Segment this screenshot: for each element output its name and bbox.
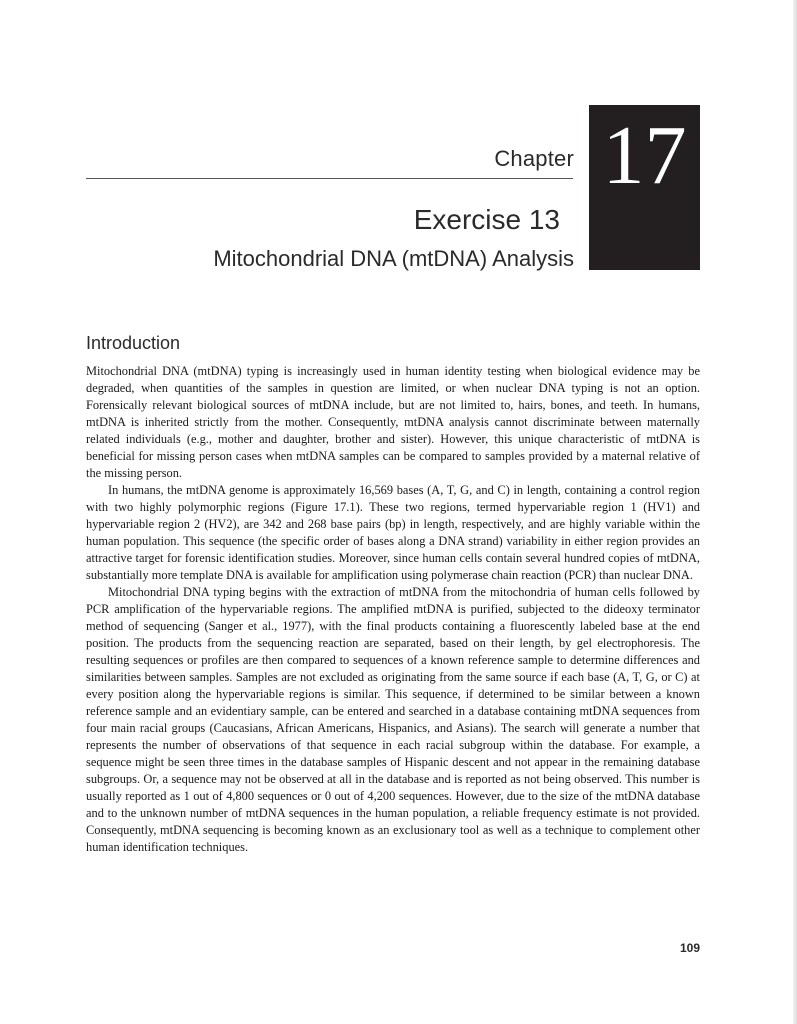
paragraph: Mitochondrial DNA (mtDNA) typing is increasingly used in human identity testing when biological evidence may be degraded, when quantities of the samples in question are limited, or when nuclear DNA typing is not an option. Forensically relevant biological sources of mtDNA include, but are not limited to, hairs, bones, and teeth. In humans, mtDNA is inherited strictly from the mother. Consequently, mtDNA analysis cannot discriminate between maternally related individuals (e.g., mother and daughter, brother and sister). However, this unique characteristic of mtDNA is beneficial for missing person cases when mtDNA samples can be compared to samples provided by a maternal relative of the missing person. [86,364,700,480]
chapter-rule [86,178,573,179]
chapter-number: 17 [602,109,687,202]
section-heading: Introduction [86,333,181,353]
paragraph: In humans, the mtDNA genome is approximately 16,569 bases (A, T, G, and C) in length, containing a control region with two highly polymorphic regions (Figure 17.1). These two regions, termed hypervariable region 1 (HV1) and hypervariable region 2 (HV2), are 342 and 268 base pairs (bp) in length, respectively, and are highly variable within the human population. This sequence (the specific order of bases along a DNA strand) variability in either region provides an attractive target for forensic identification studies. Moreover, since human cells contain several hundred copies of mtDNA, substantially more template DNA is available for amplification using polymerase chain reaction (PCR) than nuclear DNA. [86,483,700,582]
chapter-subtitle: Mitochondrial DNA (mtDNA) Analysis [213,246,574,271]
chapter-label: Chapter [494,146,574,171]
chapter-number-box [589,105,700,270]
page-number: 109 [679,941,700,955]
body-text [86,363,700,856]
exercise-title: Exercise 13 [413,204,560,235]
page-edge [793,0,797,1024]
paragraph: Mitochondrial DNA typing begins with the extraction of mtDNA from the mitochondria of human cells followed by PCR amplification of the hypervariable regions. The amplified mtDNA is purified, subjected to the dideoxy terminator method of sequencing (Sanger et al., 1977), with the final products containing a fluorescently labeled base at the end position. The products from the sequencing reaction are separated, based on their length, by gel electrophoresis. The resulting sequences or profiles are then compared to sequences of a known reference sample to determine differences and similarities between samples. Samples are not excluded as originating from the same source if each base (A, T, G, or C) at every position along the hypervariable regions is similar. This sequence, if determined to be similar between a known reference sample and an evidentiary sample, can be entered and searched in a database containing mtDNA sequences from four main racial groups (Caucasians, African Americans, Hispanics, and Asians). The search will generate a number that represents the number of observations of that sequence in each racial subgroup within the database. For example, a sequence might be seen three times in the database samples of Hispanic descent and not appear in the remaining database subgroups. Or, a sequence may not be observed at all in the database and is reported as not being observed. This number is usually reported as 1 out of 4,800 sequences or 0 out of 4,200 sequences. However, due to the size of the mtDNA database and to the unknown number of mtDNA sequences in the human population, a reliable frequency estimate is not provided. Consequently, mtDNA sequencing is becoming known as an exclusionary tool as well as a technique to complement other human identification techniques. [86,585,700,854]
